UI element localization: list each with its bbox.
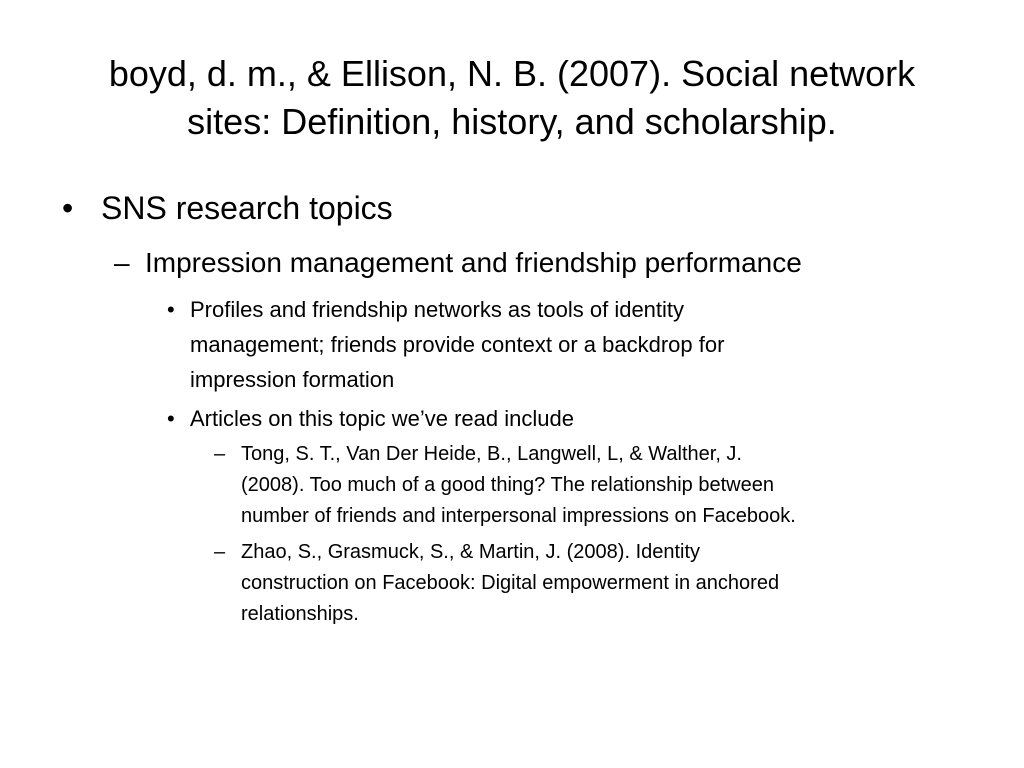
bullet-l2-text: Impression management and friendship performance bbox=[145, 247, 802, 278]
bullet-marker-l4-b: – bbox=[214, 541, 226, 563]
title-line-1: boyd, d. m., & Ellison, N. B. (2007). Social network bbox=[108, 53, 916, 94]
bullet-marker-l1: • bbox=[62, 190, 74, 226]
bullet-l4-b-line-2: construction on Facebook: Digital empowerment in anchored bbox=[241, 572, 780, 594]
bullet-l4-a-line-1: Tong, S. T., Van Der Heide, B., Langwell, L, & Walther, J. bbox=[241, 443, 742, 465]
bullet-marker-l3-b: • bbox=[167, 406, 175, 431]
bullet-l3-a-line-1: Profiles and friendship networks as tools of identity bbox=[190, 297, 685, 322]
bullet-l4-b-line-3: relationships. bbox=[241, 603, 359, 625]
bullet-l3-b-line-1: Articles on this topic we’ve read include bbox=[190, 406, 574, 431]
bullet-l3-a-line-3: impression formation bbox=[190, 367, 395, 392]
slide-title bbox=[40, 50, 984, 146]
bullet-marker-l3-a: • bbox=[167, 297, 175, 322]
bullet-marker-l2: – bbox=[114, 247, 130, 278]
bullet-l1-text: SNS research topics bbox=[101, 190, 393, 226]
bullet-l4-a-line-3: number of friends and interpersonal impressions on Facebook. bbox=[241, 505, 796, 527]
bullet-marker-l4-a: – bbox=[214, 443, 226, 465]
bullet-l4-a-line-2: (2008). Too much of a good thing? The relationship between bbox=[241, 474, 774, 496]
bullet-l3-a-line-2: management; friends provide context or a backdrop for bbox=[190, 332, 725, 357]
bullet-l4-b-line-1: Zhao, S., Grasmuck, S., & Martin, J. (2008). Identity bbox=[241, 541, 701, 563]
title-line-2: sites: Definition, history, and scholarship. bbox=[187, 101, 837, 142]
